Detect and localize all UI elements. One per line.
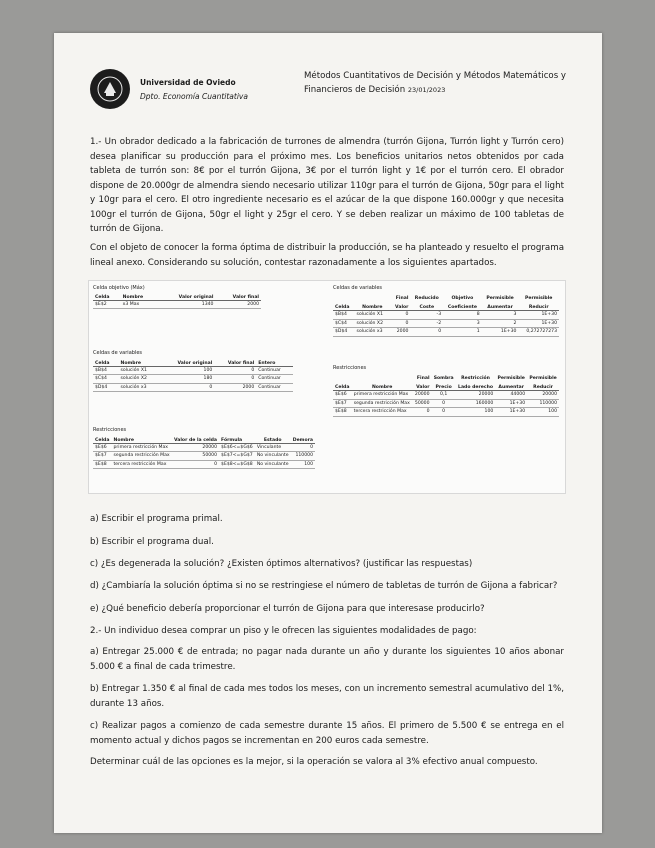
table-cell: $E$8: [93, 460, 112, 469]
table-row: [333, 328, 559, 337]
table-cell: 44000: [495, 391, 527, 400]
sens-header: [352, 375, 413, 383]
table-cell: 0: [214, 375, 256, 384]
problem2-statement: 2.- Un individuo desea comprar un piso y le ofrecen las siguientes modalidades de pago:: [90, 626, 477, 636]
table-cell: Continuar: [256, 366, 293, 375]
sens-header: Valor: [390, 303, 410, 311]
objective-header: Valor original: [157, 292, 215, 300]
sens-header: Valor: [413, 383, 432, 391]
variables-header: Nombre: [119, 358, 161, 366]
table-cell: $D$4: [333, 328, 355, 337]
table-cell: 1E+30: [495, 408, 527, 417]
sens-header: Celda: [333, 383, 352, 391]
department-name: Dpto. Economía Cuantitativa: [140, 92, 248, 101]
table-row: [333, 399, 559, 408]
table-cell: 20000: [172, 443, 219, 452]
table-cell: 160000: [456, 399, 496, 408]
sens-header: Final: [416, 376, 430, 382]
table-cell: Continuar: [256, 375, 293, 384]
course-title-line2: Financieros de Decisión: [304, 85, 406, 95]
objective-header: Nombre: [121, 292, 158, 300]
constraints-caption: Restricciones: [93, 427, 127, 433]
variables-header: Valor final: [214, 358, 256, 366]
sens-header: Aumentar: [495, 383, 527, 391]
sens-header: Final: [395, 296, 409, 302]
sens-header: Permisible: [486, 296, 514, 302]
solver-report: [88, 280, 566, 494]
table-cell: 1E+30: [495, 399, 527, 408]
sens-header: Lado derecho: [456, 383, 496, 391]
table-cell: solución X1: [119, 366, 161, 375]
table-cell: 50000: [413, 399, 432, 408]
problem2-question: Determinar cuál de las opciones es la mejor, si la operación se valora al 3% efectivo anual compuesto.: [90, 757, 538, 767]
sens-header: [333, 295, 355, 303]
sens-header: [333, 375, 352, 383]
sens-variables-caption: Celdas de variables: [333, 285, 383, 291]
problem1-statement: 1.- Un obrador dedicado a la fabricación de turrones de almendra (turrón Gijona, Turrón light y Turrón cero) desea planificar su producción para el próximo mes. Los beneficios unitarios netos obtenidos por cada tableta de turrón son: 8€ por el turrón Gijona, 3€ por el turrón light y 1€ por el turrón cero. El obrador dispone de 20.000gr de almendra siendo necesario utilizar 110gr para el turrón de Gijona, 50gr para el light y 10gr para el cero. El otro ingrediente necesario es el azúcar de la que dispone 160.000gr y que necesita 100gr el turrón de Gijona, 50gr el light y 25gr el cero. Y se deben realizar un máximo de 100 tabletas de turrón de Gijona.: [90, 137, 564, 234]
constraints-header: Nombre: [112, 435, 172, 443]
course-title: [304, 69, 594, 97]
table-cell: 2000: [390, 328, 410, 337]
table-cell: -2: [410, 319, 443, 328]
sens-header: Nombre: [355, 303, 391, 311]
table-cell: 0: [161, 383, 215, 392]
table-cell: $C$4: [333, 319, 355, 328]
table-cell: 0: [291, 443, 315, 452]
table-row: [93, 452, 315, 461]
problem2-option-b: b) Entregar 1.350 € al final de cada mes todos los meses, con un incremento semestral acumulativo del 1%, durante 13 años.: [90, 684, 564, 709]
table-cell: $E$8<=$G$8: [219, 460, 255, 469]
table-cell: 8: [443, 311, 482, 320]
table-cell: 110000: [527, 399, 559, 408]
variables-header: Celda: [93, 358, 119, 366]
table-cell: tercera restricción Max: [352, 408, 413, 417]
table-cell: 1: [443, 328, 482, 337]
table-cell: Vinculante: [255, 443, 291, 452]
table-cell: solución X2: [355, 319, 391, 328]
objective-caption: Celda objetivo (Máx): [93, 285, 145, 291]
constraints-header: Valor de la celda: [172, 435, 219, 443]
table-cell: 0: [390, 319, 410, 328]
table-cell: $E$7: [333, 399, 352, 408]
sens-header: Permisible: [525, 296, 553, 302]
table-cell: $E$7: [93, 452, 112, 461]
table-cell: 0,272727273: [518, 328, 559, 337]
sens-header: Nombre: [352, 383, 413, 391]
table-cell: $C$4: [93, 375, 119, 384]
exam-date: 23/01/2023: [407, 86, 446, 94]
table-cell: 50000: [172, 452, 219, 461]
sens-header: Aumentar: [482, 303, 519, 311]
sens-constraints-table: [333, 375, 559, 417]
question-b: b) Escribir el programa dual.: [90, 537, 214, 547]
table-cell: segunda restricción Max: [112, 452, 172, 461]
table-cell: primera restricción Max: [352, 391, 413, 400]
table-row: [93, 460, 315, 469]
sens-header: Permisible: [497, 376, 525, 382]
table-cell: No vinculante: [255, 452, 291, 461]
variables-header: Entero: [256, 358, 293, 366]
table-cell: 2000: [214, 383, 256, 392]
sens-header: Celda: [333, 303, 355, 311]
sens-variables-table: [333, 295, 559, 337]
table-row: [93, 375, 293, 384]
table-cell: $E$2: [93, 300, 121, 309]
table-cell: solución x3: [119, 383, 161, 392]
sens-header: Reducir: [518, 303, 559, 311]
table-cell: $E$6: [93, 443, 112, 452]
table-cell: 100: [161, 366, 215, 375]
table-cell: 20000: [413, 391, 432, 400]
table-cell: Continuar: [256, 383, 293, 392]
sens-header: Reducir: [527, 383, 559, 391]
table-row: [333, 391, 559, 400]
table-cell: $E$8: [333, 408, 352, 417]
table-cell: $B$4: [333, 311, 355, 320]
table-cell: $E$7<=$G$7: [219, 452, 255, 461]
sens-header: Restricción: [461, 376, 490, 382]
constraints-header: Demora: [291, 435, 315, 443]
question-e: e) ¿Qué beneficio debería proporcionar el turrón de Gijona para que interesase producirlo?: [90, 604, 485, 614]
table-cell: 2: [482, 319, 519, 328]
table-row: [333, 319, 559, 328]
table-cell: solución x3: [355, 328, 391, 337]
objective-header: Celda: [93, 292, 121, 300]
table-cell: $B$4: [93, 366, 119, 375]
sens-header: Objetivo: [451, 296, 474, 302]
constraints-header: Celda: [93, 435, 112, 443]
table-cell: 0: [172, 460, 219, 469]
table-cell: 0: [214, 366, 256, 375]
variables-caption: Celdas de variables: [93, 350, 143, 356]
table-cell: 1E+30: [518, 311, 559, 320]
variables-header: Valor original: [161, 358, 215, 366]
problem1-intro: Con el objeto de conocer la forma óptima de distribuir la producción, se ha planteado y resuelto el programa lineal anexo. Considerando su solución, contestar razonadamente a los siguientes apartados.: [90, 243, 565, 268]
table-cell: x3 Max: [121, 300, 158, 309]
sens-header: Permisible: [529, 376, 557, 382]
table-cell: 20000: [527, 391, 559, 400]
table-cell: solución X2: [119, 375, 161, 384]
table-cell: 100: [291, 460, 315, 469]
table-cell: 0: [410, 328, 443, 337]
table-cell: 2000: [215, 300, 261, 309]
table-row: [93, 300, 261, 309]
sens-header: Precio: [432, 383, 456, 391]
sens-header: Coste: [410, 303, 443, 311]
table-cell: 100: [527, 408, 559, 417]
table-cell: 100: [456, 408, 496, 417]
table-cell: -3: [410, 311, 443, 320]
question-a: a) Escribir el programa primal.: [90, 514, 223, 524]
table-row: [93, 366, 293, 375]
table-cell: $E$6: [333, 391, 352, 400]
table-cell: 1E+30: [482, 328, 519, 337]
table-row: [93, 443, 315, 452]
table-cell: 1E+30: [518, 319, 559, 328]
university-name: Universidad de Oviedo: [140, 78, 236, 87]
sens-header: Sombra: [433, 376, 454, 382]
problem2-option-c: c) Realizar pagos a comienzo de cada semestre durante 15 años. El primero de 5.500 € se entrega en el momento actual y dichos pagos se incrementan en 200 euros cada semestre.: [90, 721, 564, 746]
table-cell: 3: [482, 311, 519, 320]
exam-page: [54, 33, 602, 833]
table-cell: No vinculante: [255, 460, 291, 469]
table-cell: 1340: [157, 300, 215, 309]
table-cell: $E$6<=$G$6: [219, 443, 255, 452]
table-cell: 0,1: [432, 391, 456, 400]
table-cell: tercera restricción Max: [112, 460, 172, 469]
table-row: [93, 383, 293, 392]
table-cell: 3: [443, 319, 482, 328]
table-cell: 0: [413, 408, 432, 417]
table-cell: segunda restricción Max: [352, 399, 413, 408]
table-cell: 0: [432, 408, 456, 417]
course-title-line1: Métodos Cuantitativos de Decisión y Métodos Matemáticos y: [304, 71, 566, 81]
problem2-option-a: a) Entregar 25.000 € de entrada; no pagar nada durante un año y durante los siguientes 10 años abonar 5.000 € a final de cada trimestre.: [90, 647, 564, 672]
objective-table: [93, 292, 261, 309]
university-seal-icon: [97, 76, 123, 102]
table-cell: $D$4: [93, 383, 119, 392]
constraints-table: [93, 435, 315, 469]
table-cell: 20000: [456, 391, 496, 400]
question-d: d) ¿Cambiaría la solución óptima si no se restringiese el número de tabletas de turrón de Gijona a fabricar?: [90, 581, 558, 591]
university-logo: [90, 69, 130, 109]
table-cell: solución X1: [355, 311, 391, 320]
table-cell: 110000: [291, 452, 315, 461]
constraints-header: Estado: [255, 435, 291, 443]
sens-constraints-caption: Restricciones: [333, 365, 367, 371]
sens-header: Reducido: [414, 296, 439, 302]
table-row: [333, 311, 559, 320]
table-cell: primera restricción Max: [112, 443, 172, 452]
sens-header: [355, 295, 391, 303]
table-cell: 0: [432, 399, 456, 408]
table-cell: 0: [390, 311, 410, 320]
table-row: [333, 408, 559, 417]
variables-table: [93, 358, 293, 392]
constraints-header: Fórmula: [219, 435, 255, 443]
sens-header: Coeficiente: [443, 303, 482, 311]
objective-header: Valor final: [215, 292, 261, 300]
table-cell: 180: [161, 375, 215, 384]
question-c: c) ¿Es degenerada la solución? ¿Existen óptimos alternativos? (justificar las respuestas): [90, 559, 473, 569]
